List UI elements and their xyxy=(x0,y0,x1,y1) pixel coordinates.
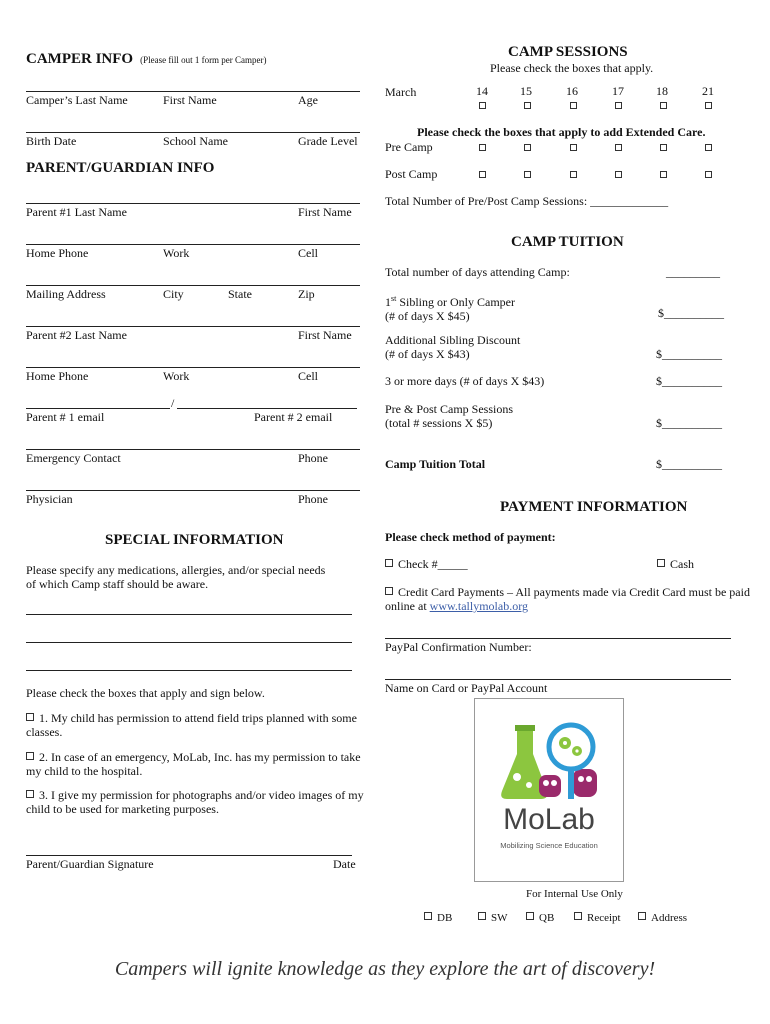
camper-school-line[interactable] xyxy=(26,132,360,133)
credit-text: Credit Card Payments – All payments made via Credit Card must be paid online at xyxy=(385,585,750,613)
parent2-last-label: Parent #2 Last Name xyxy=(26,328,127,342)
camper-last-name-label: Camper’s Last Name xyxy=(26,93,128,107)
checkbox[interactable] xyxy=(526,912,534,920)
bug-body-right xyxy=(573,769,597,797)
camper-info-title: CAMPER INFO xyxy=(26,51,134,67)
day-14: 14 xyxy=(476,84,488,98)
checkbox[interactable] xyxy=(638,912,646,920)
molab-website-link[interactable]: www.tallymolab.org xyxy=(429,599,528,613)
parent1-name-line[interactable] xyxy=(26,203,360,204)
parent2-phone-line[interactable] xyxy=(26,367,360,368)
special-info-prompt: Please specify any medications, allergies, and/or special needs of which Camp staff should be aware. xyxy=(26,563,326,591)
tuition-total-amount[interactable]: $__________ xyxy=(656,457,722,471)
emergency-phone-label: Phone xyxy=(298,451,328,465)
days-attending-label: Total number of days attending Camp: xyxy=(385,265,570,279)
permission-item-2[interactable] xyxy=(26,750,361,778)
physician-label: Physician xyxy=(26,492,73,506)
birth-date-label: Birth Date xyxy=(26,134,77,148)
payment-credit-option[interactable] xyxy=(385,585,750,613)
internal-item-db-label: DB xyxy=(437,912,453,924)
signature-label: Parent/Guardian Signature xyxy=(26,857,154,871)
payment-info-title: PAYMENT INFORMATION xyxy=(500,499,688,515)
special-info-title: SPECIAL INFORMATION xyxy=(105,532,284,548)
gear-hub-small xyxy=(575,749,578,752)
post-camp-checkbox-17[interactable] xyxy=(615,171,622,178)
internal-item-sw[interactable] xyxy=(478,912,508,924)
parent1-last-label: Parent #1 Last Name xyxy=(26,205,127,219)
parent1-first-label: First Name xyxy=(298,205,352,219)
grade-level-label: Grade Level xyxy=(298,134,358,148)
sibling-camper-label xyxy=(385,292,515,323)
pre-camp-label: Pre Camp xyxy=(385,140,433,154)
parent-info-title: PARENT/GUARDIAN INFO xyxy=(26,160,215,176)
bug-eye-2 xyxy=(551,780,557,786)
signature-line[interactable] xyxy=(26,855,352,856)
work-phone-label: Work xyxy=(163,246,190,260)
permission-item-2-text: 2. In case of an emergency, MoLab, Inc. has my permission to take my child to the hospital. xyxy=(26,750,361,778)
address-line[interactable] xyxy=(26,285,360,286)
camper-info-subtitle: (Please fill out 1 form per Camper) xyxy=(140,55,267,65)
flask-neck xyxy=(515,725,535,731)
flask-bubble xyxy=(513,773,521,781)
emergency-contact-label: Emergency Contact xyxy=(26,451,121,465)
work-phone2-label: Work xyxy=(163,369,190,383)
internal-use-title: For Internal Use Only xyxy=(526,888,623,900)
internal-item-qb[interactable] xyxy=(526,912,554,924)
camper-first-name-label: First Name xyxy=(163,93,217,107)
permission-item-1-text: 1. My child has permission to attend field trips planned with some classes. xyxy=(26,711,357,739)
day-15: 15 xyxy=(520,84,532,98)
pre-camp-checkbox-15[interactable] xyxy=(524,144,531,151)
permission-item-3[interactable] xyxy=(26,788,366,816)
payment-check-option[interactable] xyxy=(385,557,468,572)
city-label: City xyxy=(163,287,184,301)
sibling-discount-amount[interactable]: $__________ xyxy=(656,347,722,361)
camper-info-header xyxy=(26,51,267,68)
prepost-rate: (total # sessions X $5) xyxy=(385,416,493,430)
session-checkbox-17[interactable] xyxy=(615,102,622,109)
magnifier-ring xyxy=(549,725,593,769)
cell-phone2-label: Cell xyxy=(298,369,318,383)
camper-name-line[interactable] xyxy=(26,91,360,92)
extended-care-note: Please check the boxes that apply to add Extended Care. xyxy=(417,125,706,139)
check-prompt: Please check the boxes that apply and sign below. xyxy=(26,686,265,700)
session-checkbox-14[interactable] xyxy=(479,102,486,109)
total-sessions-blank[interactable]: _____________ xyxy=(590,194,669,208)
name-on-card-label: Name on Card or PayPal Account xyxy=(385,681,548,695)
email-separator: / xyxy=(171,396,175,410)
payment-cash-option[interactable] xyxy=(657,557,694,572)
parent1-email-label: Parent # 1 email xyxy=(26,410,105,424)
parent2-email-label: Parent # 2 email xyxy=(254,410,333,424)
post-camp-checkbox-16[interactable] xyxy=(570,171,577,178)
bug-eye-3 xyxy=(578,776,584,782)
day-17: 17 xyxy=(612,84,624,98)
mailing-address-label: Mailing Address xyxy=(26,287,106,301)
bug-body-left xyxy=(539,775,561,797)
logo-wordmark: MoLab xyxy=(503,803,595,836)
checkbox[interactable] xyxy=(385,587,393,595)
cell-phone-label: Cell xyxy=(298,246,318,260)
parent2-first-label: First Name xyxy=(298,328,352,342)
prepost-text: Pre & Post Camp Sessions xyxy=(385,402,514,416)
month-label: March xyxy=(385,85,417,99)
days-attending-blank[interactable]: _________ xyxy=(666,265,720,279)
physician-line[interactable] xyxy=(26,490,360,491)
parent1-email-line[interactable] xyxy=(26,408,170,409)
molab-logo xyxy=(474,698,624,882)
pre-camp-checkbox-17[interactable] xyxy=(615,144,622,151)
sibling-amount[interactable]: $__________ xyxy=(658,306,724,320)
three-days-amount[interactable]: $__________ xyxy=(656,374,722,388)
pre-camp-checkbox-21[interactable] xyxy=(705,144,712,151)
bug-eye-4 xyxy=(586,776,592,782)
date-label: Date xyxy=(333,857,356,871)
checkbox[interactable] xyxy=(478,912,486,920)
parent2-name-line[interactable] xyxy=(26,326,360,327)
day-18: 18 xyxy=(656,84,668,98)
name-on-card-line[interactable] xyxy=(385,679,731,680)
day-16: 16 xyxy=(566,84,578,98)
school-name-label: School Name xyxy=(163,134,228,148)
paypal-confirmation-label: PayPal Confirmation Number: xyxy=(385,640,532,654)
post-camp-checkbox-14[interactable] xyxy=(479,171,486,178)
pre-camp-checkbox-18[interactable] xyxy=(660,144,667,151)
checkbox[interactable] xyxy=(657,559,665,567)
home-phone-label: Home Phone xyxy=(26,246,89,260)
home-phone2-label: Home Phone xyxy=(26,369,89,383)
physician-phone-label: Phone xyxy=(298,492,328,506)
parent2-email-line[interactable] xyxy=(177,408,357,409)
post-camp-label: Post Camp xyxy=(385,167,438,181)
payment-prompt: Please check method of payment: xyxy=(385,530,556,544)
sibling-text: Sibling or Only Camper xyxy=(396,295,516,309)
sibling-rate: (# of days X $45) xyxy=(385,309,470,323)
special-line-2[interactable] xyxy=(26,642,352,643)
footer-tagline: Campers will ignite knowledge as they explore the art of discovery! xyxy=(114,958,656,980)
session-checkbox-16[interactable] xyxy=(570,102,577,109)
camp-tuition-title: CAMP TUITION xyxy=(511,234,624,250)
camp-sessions-subtitle: Please check the boxes that apply. xyxy=(490,61,654,75)
state-label: State xyxy=(228,287,252,301)
permission-item-3-text: 3. I give my permission for photographs and/or video images of my child to be used for marketing purposes. xyxy=(26,788,364,816)
internal-item-receipt-label: Receipt xyxy=(587,912,621,924)
prepost-amount[interactable]: $__________ xyxy=(656,416,722,430)
molab-logo-graphic xyxy=(475,699,623,881)
special-line-1[interactable] xyxy=(26,614,352,615)
logo-tagline: Mobilizing Science Education xyxy=(500,841,598,850)
total-sessions-row[interactable] xyxy=(385,194,668,209)
prepost-label xyxy=(385,402,513,430)
post-camp-checkbox-15[interactable] xyxy=(524,171,531,178)
payment-check-label: Check #_____ xyxy=(398,557,468,571)
three-days-label: 3 or more days (# of days X $43) xyxy=(385,374,545,388)
session-checkbox-15[interactable] xyxy=(524,102,531,109)
bug-eye xyxy=(543,780,549,786)
zip-label: Zip xyxy=(298,287,315,301)
total-sessions-label: Total Number of Pre/Post Camp Sessions: xyxy=(385,194,588,208)
sibling-discount-rate: (# of days X $43) xyxy=(385,347,470,361)
post-camp-checkbox-21[interactable] xyxy=(705,171,712,178)
gear-hub xyxy=(563,741,567,745)
camper-age-label: Age xyxy=(298,93,318,107)
pre-camp-checkbox-16[interactable] xyxy=(570,144,577,151)
sibling-superscript: st xyxy=(391,294,397,303)
special-line-3[interactable] xyxy=(26,670,352,671)
checkbox[interactable] xyxy=(26,790,34,798)
parent1-phone-line[interactable] xyxy=(26,244,360,245)
emergency-line[interactable] xyxy=(26,449,360,450)
internal-item-sw-label: SW xyxy=(491,912,508,924)
sibling-number: 1 xyxy=(385,295,391,309)
checkbox[interactable] xyxy=(26,713,34,721)
internal-item-address[interactable] xyxy=(638,912,687,924)
post-camp-checkbox-18[interactable] xyxy=(660,171,667,178)
pre-camp-checkbox-14[interactable] xyxy=(479,144,486,151)
internal-item-address-label: Address xyxy=(651,912,688,924)
session-checkbox-18[interactable] xyxy=(660,102,667,109)
internal-item-qb-label: QB xyxy=(539,912,555,924)
flask-bubble-small xyxy=(526,782,532,788)
checkbox[interactable] xyxy=(574,912,582,920)
permission-item-1[interactable] xyxy=(26,711,361,739)
checkbox[interactable] xyxy=(424,912,432,920)
internal-item-db[interactable] xyxy=(424,912,452,924)
sibling-discount-text: Additional Sibling Discount xyxy=(385,333,521,347)
session-checkbox-21[interactable] xyxy=(705,102,712,109)
internal-item-receipt[interactable] xyxy=(574,912,621,924)
payment-cash-label: Cash xyxy=(670,557,694,571)
checkbox[interactable] xyxy=(26,752,34,760)
day-21: 21 xyxy=(702,84,714,98)
tuition-total-label: Camp Tuition Total xyxy=(385,457,486,471)
sibling-discount-label xyxy=(385,333,520,361)
paypal-line[interactable] xyxy=(385,638,731,639)
camp-sessions-title: CAMP SESSIONS xyxy=(508,44,628,60)
checkbox[interactable] xyxy=(385,559,393,567)
